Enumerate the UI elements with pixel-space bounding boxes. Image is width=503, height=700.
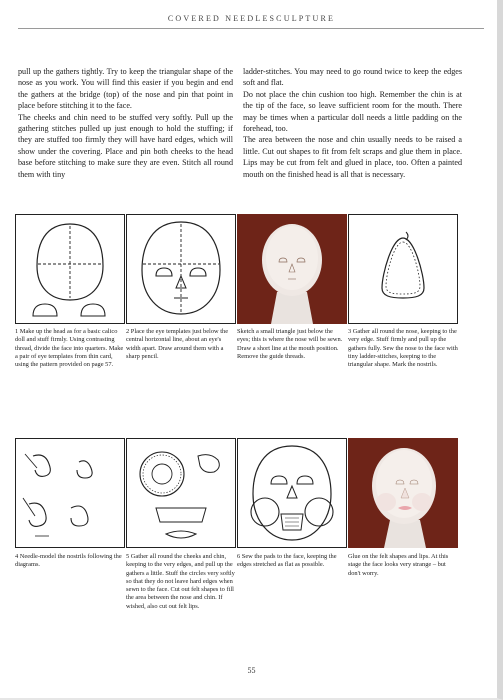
figure-photo-2-caption: Glue on the felt shapes and lips. At this stage the face looks very strange – but don't worry. [348, 553, 449, 577]
header-rule [18, 28, 484, 29]
body-paragraph: The area between the nose and chin usually needs to be raised a little. Cut out shapes to fit from felt scraps and glue them in place. Lips may be cut from felt and glued in place, too. Often a painted mouth on the finished head is all that is necessary. [243, 135, 462, 179]
body-paragraph: The cheeks and chin need to be stuffed very softly. Pull up the gathering stitches pulled up just enough to hold the stuffing; if they are stuffed too firmly they will have hard edges, which will show under the covering. Place and pin both cheeks to the head base before stitching to make sure they are even. Stitch all round them with tiny [18, 112, 233, 179]
figure-6-caption: 6 Sew the pads to the face, keeping the edges stretched as flat as possible. [237, 553, 337, 569]
figure-2-caption: 2 Place the eye templates just below the central horizontal line, about an eye's width apart. Draw around them with a sharp pencil. [126, 328, 229, 360]
figure-photo-sketched-head [237, 214, 347, 324]
body-paragraph: ladder-stitches. You may need to go round twice to keep the edges soft and flat. [243, 67, 462, 88]
figure-photo-1-caption: Sketch a small triangle just below the eyes; this is where the nose will be sewn. Draw a short line at the mouth position. Remove the guide threads. [237, 328, 343, 360]
figure-5-cheek-chin-diagram [126, 438, 236, 548]
figure-4-caption: 4 Needle-model the nostrils following the diagrams. [15, 553, 122, 569]
body-paragraph: Do not place the chin cushion too high. Remember the chin is at the tip of the face, so leave sufficient room for the mouth. There may be times when a particular doll needs a little padding on the forehead, too. [243, 89, 462, 134]
figure-3-nose-gather-diagram [348, 214, 458, 324]
figure-6-pads-sewn-diagram [237, 438, 347, 548]
figure-5-caption: 5 Gather all round the cheeks and chin, keeping to the very edges, and pull up the gathers a little. Stuff the circles very softly so that they do not leave hard edges when sewn to the face. Cut out felt shapes to fill the area between the nose and chin. If wished, also cut out felt lips. [126, 553, 235, 610]
page-number: 55 [247, 666, 256, 675]
figure-photo-felt-glued-head [348, 438, 458, 548]
figure-3-caption: 3 Gather all round the nose, keeping to the very edge. Stuff firmly and pull up the gathers fully. Sew the nose to the face with tiny ladder-stitches, keeping to the triangular shape. Mark the nostrils. [348, 328, 458, 369]
figure-2-eye-template-diagram [126, 214, 236, 324]
figure-1-caption: 1 Make up the head as for a basic calico doll and stuff firmly. Using contrasting thread, divide the face into quarters. Make a pair of eye templates from thin card, using the pattern provided on page 57. [15, 328, 124, 369]
figure-1-head-quarters-diagram [15, 214, 125, 324]
figure-4-nostril-diagram [15, 438, 125, 548]
body-paragraph: pull up the gathers tightly. Try to keep the triangular shape of the nose as you work. You will find this easier if you begin and end the gathers at the bridge (top) of the nose and pin that point in place before stitching it to the face. [18, 67, 233, 111]
body-column-right [243, 66, 462, 180]
running-header: COVERED NEEDLESCULPTURE [167, 14, 336, 23]
body-column-left [18, 66, 233, 180]
